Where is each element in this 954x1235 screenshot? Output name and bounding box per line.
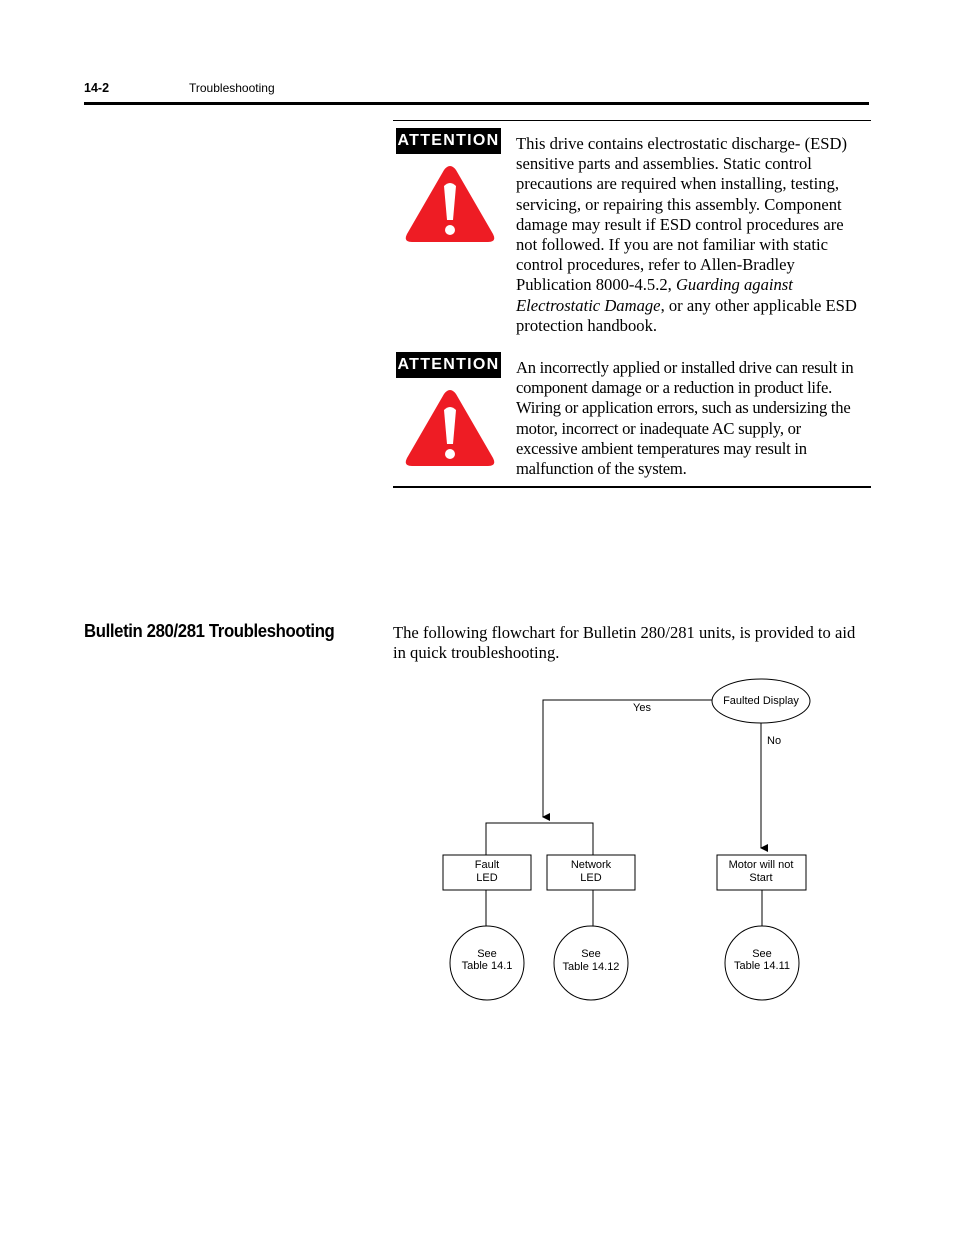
network-led-label-line1: Network [570, 859, 612, 871]
see-network-line2: Table 14.12 [562, 961, 620, 973]
page-number: 14-2 [84, 81, 110, 95]
see-motor-line1: See [752, 948, 772, 960]
attention-text-installation: An incorrectly applied or installed drive can result in component damage or a reduction in product life. Wiring or application errors, such as undersizing the motor, incorrect or inadequate AC supply, or excessive ambient temperatures may result in malfunction of the system. [516, 358, 854, 479]
start-node-label: Faulted Display [723, 695, 799, 707]
yes-connector [543, 700, 712, 817]
yes-label: Yes [633, 702, 651, 714]
see-fault-line1: See [477, 948, 497, 960]
see-network-line1: See [581, 948, 601, 960]
attention-label: ATTENTION [396, 128, 501, 154]
network-led-label-line2: LED [580, 872, 602, 884]
section-heading: Bulletin 280/281 Troubleshooting [84, 621, 335, 641]
split-connector [486, 823, 593, 855]
fault-led-label-line1: Fault [474, 859, 500, 871]
fault-led-label-line2: LED [476, 872, 498, 884]
no-label: No [767, 735, 782, 747]
motor-box-label-line1: Motor will not [728, 859, 794, 871]
see-fault-line2: Table 14.1 [461, 960, 513, 972]
motor-box-label-line2: Start [749, 872, 773, 884]
attention-text-esd: This drive contains electrostatic discharge- (ESD) sensitive parts and assemblies. Static control precautions are required when installing, testing, servicing, or repairing this assembly. Component damage may result if ESD control procedures are not followed. If you are not familiar with static control procedures, refer to Allen-Bradley Publication 8000-4.5.2, Guarding against Electrostatic Damage, or any other applicable ESD protection handbook. [516, 134, 857, 335]
attention-label: ATTENTION [396, 352, 501, 378]
see-motor-line2: Table 14.11 [733, 960, 791, 972]
section-intro: The following flowchart for Bulletin 280/281 units, is provided to aid in quick troubleshooting. [393, 623, 856, 663]
running-section-title: Troubleshooting [189, 81, 275, 95]
